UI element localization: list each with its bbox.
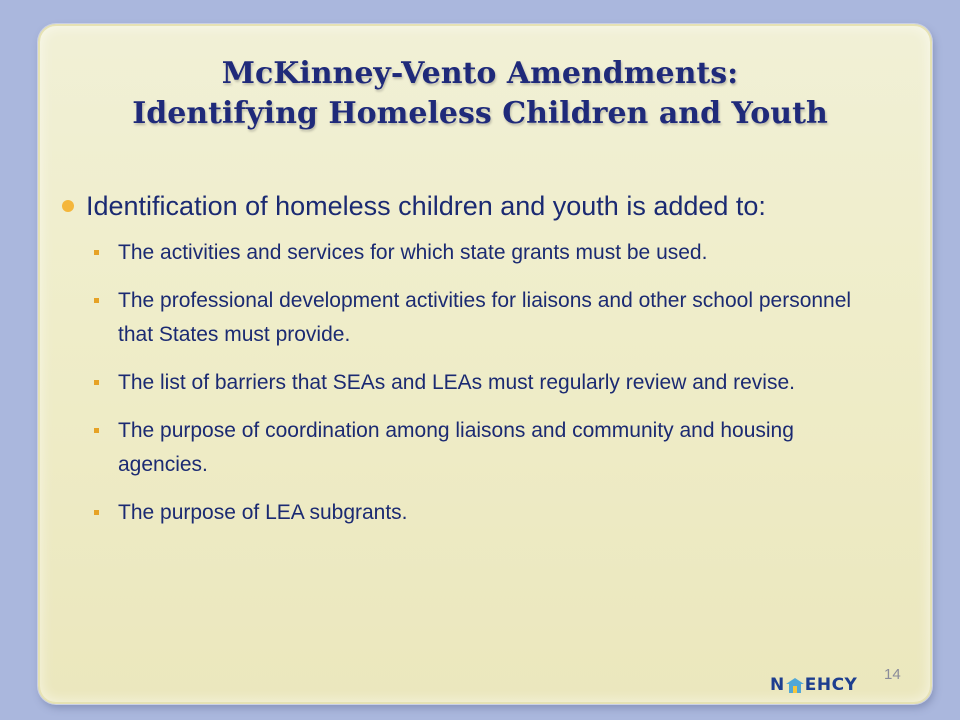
logo-suffix: EHCY [804,675,858,695]
sub-bullet-text: The professional development activities for liaisons and other school personnel that States must provide. [118,289,852,346]
sub-bullet-item [90,236,888,270]
slide-title-line-1: McKinney-Vento Amendments: [221,56,739,91]
sub-bullet-text: The activities and services for which state grants must be used. [118,241,708,264]
sub-bullet-text: The purpose of LEA subgrants. [118,501,408,524]
logo-prefix: N [770,675,785,695]
sub-bullet-item [90,284,888,352]
nchey-logo [770,674,857,696]
slide-title-line-2: Identifying Homeless Children and Youth [132,96,828,131]
square-bullet-icon [94,250,99,255]
square-bullet-icon [94,510,99,515]
slide-body [60,186,910,544]
sub-bullet-list [60,236,910,530]
slide-title [60,54,900,134]
sub-bullet-item [90,366,888,400]
square-bullet-icon [94,298,99,303]
sub-bullet-item [90,414,888,482]
sub-bullet-text: The list of barriers that SEAs and LEAs must regularly review and revise. [118,371,795,394]
square-bullet-icon [94,380,99,385]
house-icon [786,678,804,693]
sub-bullet-item [90,496,888,530]
main-bullet-text: Identification of homeless children and youth is added to: [86,191,766,221]
main-bullet [60,186,910,226]
sub-bullet-text: The purpose of coordination among liaisons and community and housing agencies. [118,419,794,476]
bullet-dot-icon [62,200,74,212]
square-bullet-icon [94,428,99,433]
page-number: 14 [884,666,901,683]
